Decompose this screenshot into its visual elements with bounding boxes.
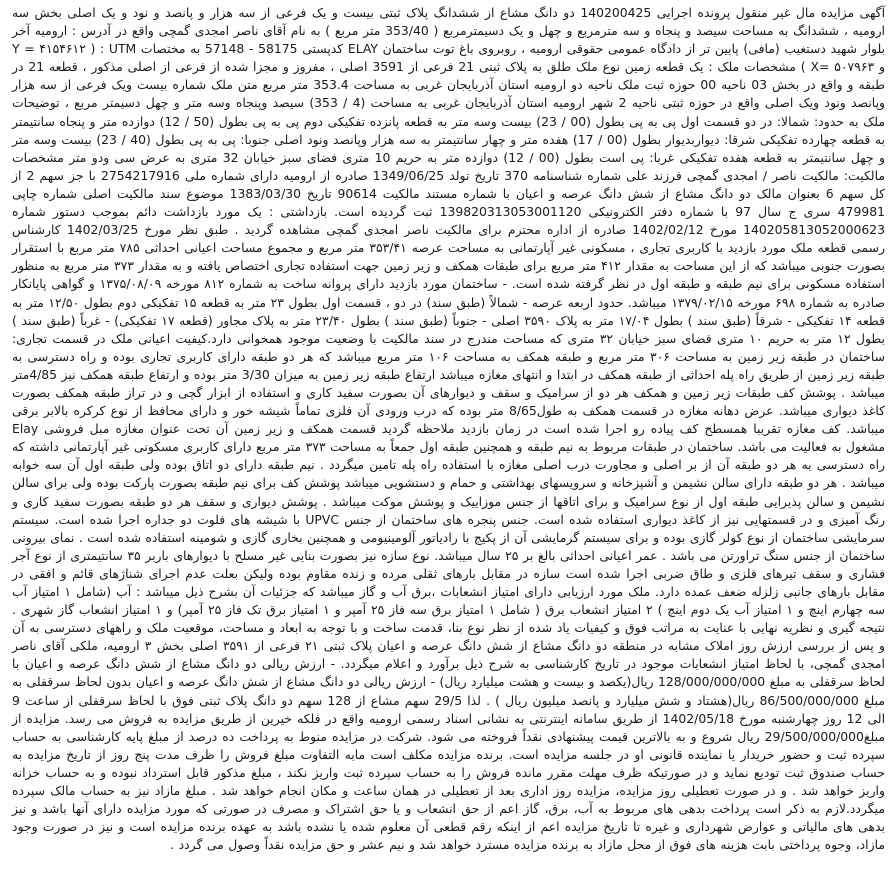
auction-notice-body: آگهی مزایده مال غیر منقول پرونده اجرایی 140200425 دو دانگ مشاع از ششدانگ پلاک ثبتی بیست و یک فرعی از سه هزار و پانصد و نود و یک اصلی بخش سه ارومیه ، ششدانگ به مساحت سیصد و پنجاه و سه مترمربع و چهل و یک دسیمترمربع ( 353/40 متر مربع ) به نام آقای ناصر امجدی گمچی واقع در آدرس : ارومیه آخر بلوار شهید دستغیب (مافی) پایین تر از دادگاه عمومی حقوقی ارومیه ، روبروی باغ توت ساختمان ELAY کدپستی 58175 - 57148 به مختصات UTM : ( Y = ۴۱۵۴۶۱۲ و X= ۵۰۷۹۶۳ ) مشخصات ملک : یک قطعه زمین نوع ملک طلق به پلاک ثبتی 21 فرعی از 3591 اصلی ، مفروز و مجزا شده از فرعی از اصلی مذکور ، قطعه 21 در طبقه و واقع در بخش 03 ناحیه 00 حوزه ثبت ملک ناحیه دو ارومیه استان آذربایجان غربی به مساحت 353.4 متر مربع متن ملک شماره بیست ویک فرعی از سه هزار وپانصد ونود ویک اصلی واقع در حوزه ثبتی ناحیه 2 شهر ارومیه استان آذربایجان غربی به مساحت (4 / 353) سیصد وپنجاه وسه متر و چهل دسیمتر مربع ، توضیحات ملک به حدود: شمالا: در دو قسمت اول پی به پی بطول (00 / 23) بیست وسه متر به قطعه پانزده تفکیکی دوم پی به پی بطول (50 / 12) دوازده متر و پنجاه سانتیمتر به قطعه چهارده تفکیکی شرقا: دیواربدیوار بطول (00 / 17) هفده متر و چهار سانتیمتر به سه هزار وپانصد ونود اصلی جنوبا: پی به پی بطول (40 / 23) بیست وسه متر و چهل سانتیمتر به قطعه هفده تفکیکی غربا: پی است بطول (00 / 12) دوازده متر به حریم 10 متری فضای سبز خیابان 32 متری به عرض سی ودو متر مشخصات مالکیت: مالکیت ناصر / امجدی گمچی فرزند علی شماره شناسنامه 370 تاریخ تولد 1349/06/25 صادره از ارومیه دارای شماره ملی 2754217916 با جز سهم 2 از کل سهم 6 بعنوان مالک دو دانگ مشاع از شش دانگ عرصه و اعیان با شماره مستند مالکیت 90614 تاریخ 1383/03/30 موضوع سند مالکیت اصلی شماره چاپی 479981 سری ج سال 97 با شماره دفتر الکترونیکی 139820313053001120 ثبت گردیده است. بازداشتی : یک مورد بازداشت دائم بموجب دستور شماره 140205813052000623 مورخ 1402/02/12 صادره از اداره محترم برای مالکیت ناصر امجدی گمچی مشاهده گردید . طبق نظر مورخ 1402/03/25 کارشناس رسمی قطعه ملک مورد بازدید با کاربری تجاری ، مسکونی غیر آپارتمانی به مساحت عرصه ۳۵۳/۴۱ متر مربع و مجموع مساحت اعیانی احداثی ۷۸۵ متر مربع با استقرار بصورت جنوبی میباشد که از این مساحت به مقدار ۴۱۲ متر مربع برای طبقات همکف و زیر زمین جهت استفاده تجاری اختصاص یافته و به مقدار ۳۷۳ متر مربع به منظور استفاده مسکونی برای نیم طبقه و طبقه اول در نظر گرفته شده است. - ساختمان مورد بازدید دارای پروانه ساخت به شماره ۸۱۲ مورخه ۱۳۷۵/۰۸/۰۹ و گواهی پایانکار صادره به شماره ۶۹۸ مورخه ۱۳۷۹/۰۲/۱۵ میباشد. حدود اربعه عرصه - شمالاً (طبق سند) در دو ، قسمت اول بطول ۲۳ متر به قطعه ۱۵ تفکیکی دوم بطول ۱۲/۵۰ متر به قطعه ۱۴ تفکیکی - شرقاً (طبق سند ) بطول ۱۷/۰۴ متر به پلاک ۳۵۹۰ اصلی - جنوباً (طبق سند ) بطول ۲۳/۴۰ متر به پلاک مجاور (قطعه ۱۷ تفکیکی) - غرباً (طبق سند ) بطول ۱۲ متر به حریم ۱۰ متری فضای سبز خیابان ۳۲ متری که مساحت مندرج در سند مالکیت با وضعیت موجود همخوانی دارد.کیفیت اعیانی ملک در قسمت تجاری: ساختمان در طبقه زیر زمین به مساحت ۳۰۶ متر مربع و طبقه همکف به مساحت ۱۰۶ متر مربع میباشد که هر دو طبقه دارای کاربری تجاری بوده و راه دسترسی به طبقه زیر زمین از طریق راه پله احداثی از طبقه همکف در ابتدا و انتهای مغازه میباشد ارتفاع طبقه زیر زمین به میزان 3/30 متر بوده و ارتفاع طبقه همکف نیز 4/85متر میباشد . پوشش کف طبقات زیر زمین و همکف هر دو از سرامیک و سقف و دیوارهای آن بصورت سفید کاری و استفاده از ابزار گچی و در تراز طبقه همکف بصورت کاغذ دیواری میباشد. عرض دهانه مغازه در قسمت همکف به طول8/65 متر بوده که درب ورودی آن فلزی تماماً شیشه خور و دارای محافظ از نوع کرکره بالابر برقی میباشد. کف مغازه تقریبا همسطح کف پیاده رو اجرا شده است در زمان بازدید ملاحظه گردید قسمت همکف و زیر زمین آن تحت عنوان مغازه مبل فروشی Elay مشغول به فعالیت می باشد. ساختمان در طبقات مربوط به نیم طبقه و همچنین طبقه اول جمعاً به مساحت ۳۷۳ متر مربع دارای کاربری مسکونی غیر آپارتمانی داشته که راه دسترسی به هر دو طبقه آن از بر اصلی و مجاورت درب اصلی مغازه با استفاده راه پله تامین میگردد . نیم طبقه دارای دو اتاق بوده ولی طبقه اول آن سه خوابه میباشد . هر دو طبقه دارای سالن نشیمن و آشپزخانه و سرویسهای بهداشتی و حمام و دستشویی میباشد پوشش کف برای نیم طبقه بصورت پارکت بوده ولی برای سالن نشیمن و سالن پذیرایی طبقه اول از نوع سرامیک و برای اتاقها از جنس موزاییک و پوشش موکت میباشد . پوشش دیواری و سقف هر دو طبقه بصورت سفید کاری و رنگ آمیزی و در قسمتهایی نیز از کاغذ دیواری استفاده شده است. جنس پنجره های ساختمان از جنس UPVC با شیشه های فلوت دو جداره اجرا شده است. سیستم سرمایشی ساختمان از نوع کولر گازی بوده و برای سیستم گرمایشی آن از پکیج با رادیاتور آلومینیومی و همچنین بخاری گازی و شومینه استفاده شده است . نمای بیرونی ساختمان از جنس سنگ تراورتن می باشد . عمر اعیانی احداثی بالغ بر ۲۵ سال میباشد. نوع سازه نیز بصورت بنایی غیر مسلح با دیوارهای باربر ۳۵ سانتیمتری از نوع آجر فشاری و سقف تیرهای فلزی و طاق ضربی اجرا شده است سازه در مقابل بارهای ثقلی مرده و زنده مقاوم بوده ولیکن بعلت عدم اجرای شناژهای قائم و افقی در مقابل بارهای جانبی زلزله ضعف عمده دارد. ملک مورد ارزیابی دارای امتیاز انشعابات ،برق آب و گاز میباشد که جزئیات آن بشرح ذیل میباشد : آب (شامل ۱ امتیاز آب سه چهارم اینچ و ۱ امتیاز آب یک دوم اینچ ) ۲ امتیاز انشعاب برق ( شامل ۱ امتیاز برق سه فاز ۲۵ آمپر و ۱ امتیاز برق تک فاز ۲۵ آمپر) و ۱ امتیاز انشعاب گاز شهری . نتیجه گیری و نظریه نهایی با عنایت به مراتب فوق و کیفیات یاد شده از نظر نوع بنا، قدمت ساخت و با توجه به ابعاد و مساحت، موقعیت ملک و راههای دسترسی به آن و پس از بررسی ارزش روز املاک مشابه در منطقه دو دانگ مشاع از شش دانگ عرصه و اعیان پلاک ثبتی ۲۱ فرعی از ۳۵۹۱ اصلی بخش ۳ ارومیه، ملکی آقای ناصر امجدی گمچی، با لحاظ امتیاز انشعابات موجود در تاریخ کارشناسی به شرح ذیل برآورد و اعلام میگردد. - ارزش ریالی دو دانگ مشاع از شش دانگ عرصه و اعیان با لحاظ سرقفلی به مبلغ 128/000/000/000 ریال(یکصد و بیست و هشت میلیارد ریال) - ارزش ریالی دو دانگ مشاع از شش دانگ عرصه و اعیان بدون لحاظ سرقفلی به مبلغ 86/500/000/000 ریال(هشتاد و شش میلیارد و پانصد میلیون ریال ) . لذا 29/5 سهم مشاع از 128 سهم دو دانگ پلاک ثبتی فوق با لحاظ سرقفلی از ساعت 9 الی 12 روز چهارشنبه مورخ 1402/05/18 از طریق سامانه اینترنتی به نشانی اسناد رسمی ارومیه واقع در فلکه خیرین از طریق مزایده به فروش می رسد. مزایده از مبلغ29/500/000/000 ریال شروع و به بالاترین قیمت پیشنهادی نقداً فروخته می شود. شرکت در مزایده منوط به پرداخت ده درصد از مبلغ پایه کارشناسی به حساب سپرده ثبت و حضور خریدار یا نماینده قانونی او در جلسه مزایده است. برنده مزایده مکلف است مابه التفاوت مبلغ فروش را ظرف مدت پنج روز از تاریخ مزایده به حساب صندوق ثبت تودیع نماید و در صورتیکه ظرف مهلت مقرر مانده فروش را به حساب سپرده ثبت واریز نکند ، مبلغ مذکور قابل استرداد نبوده و به حساب خزانه واریز خواهد شد . و در صورت تعطیلی روز مزایده، مزایده روز اداری بعد از تعطیلی در همان ساعت و مکان انجام خواهد شد . مبلغ مازاد نیز به حساب مالک سپرده میگردد.لازم به ذکر است پرداخت بدهی های مربوط به آب، برق، گاز اعم از حق انشعاب و یا حق اشتراک و مصرف در صورتی که مورد مزایده دارای آنها باشد و نیز بدهی های مالیاتی و عوارض شهرداری و غیره تا تاریخ مزایده اعم از اینکه رقم قطعی آن معلوم شده یا نشده باشد به عهده برنده مزایده است و نیز در صورت وجود مازاد، وجوه پرداختی بابت هزینه های فوق از محل مازاد به برنده مزایده مسترد خواهد شد و نیم عشر و حق مزایده نقداً وصول می گردد . [12,5,886,853]
